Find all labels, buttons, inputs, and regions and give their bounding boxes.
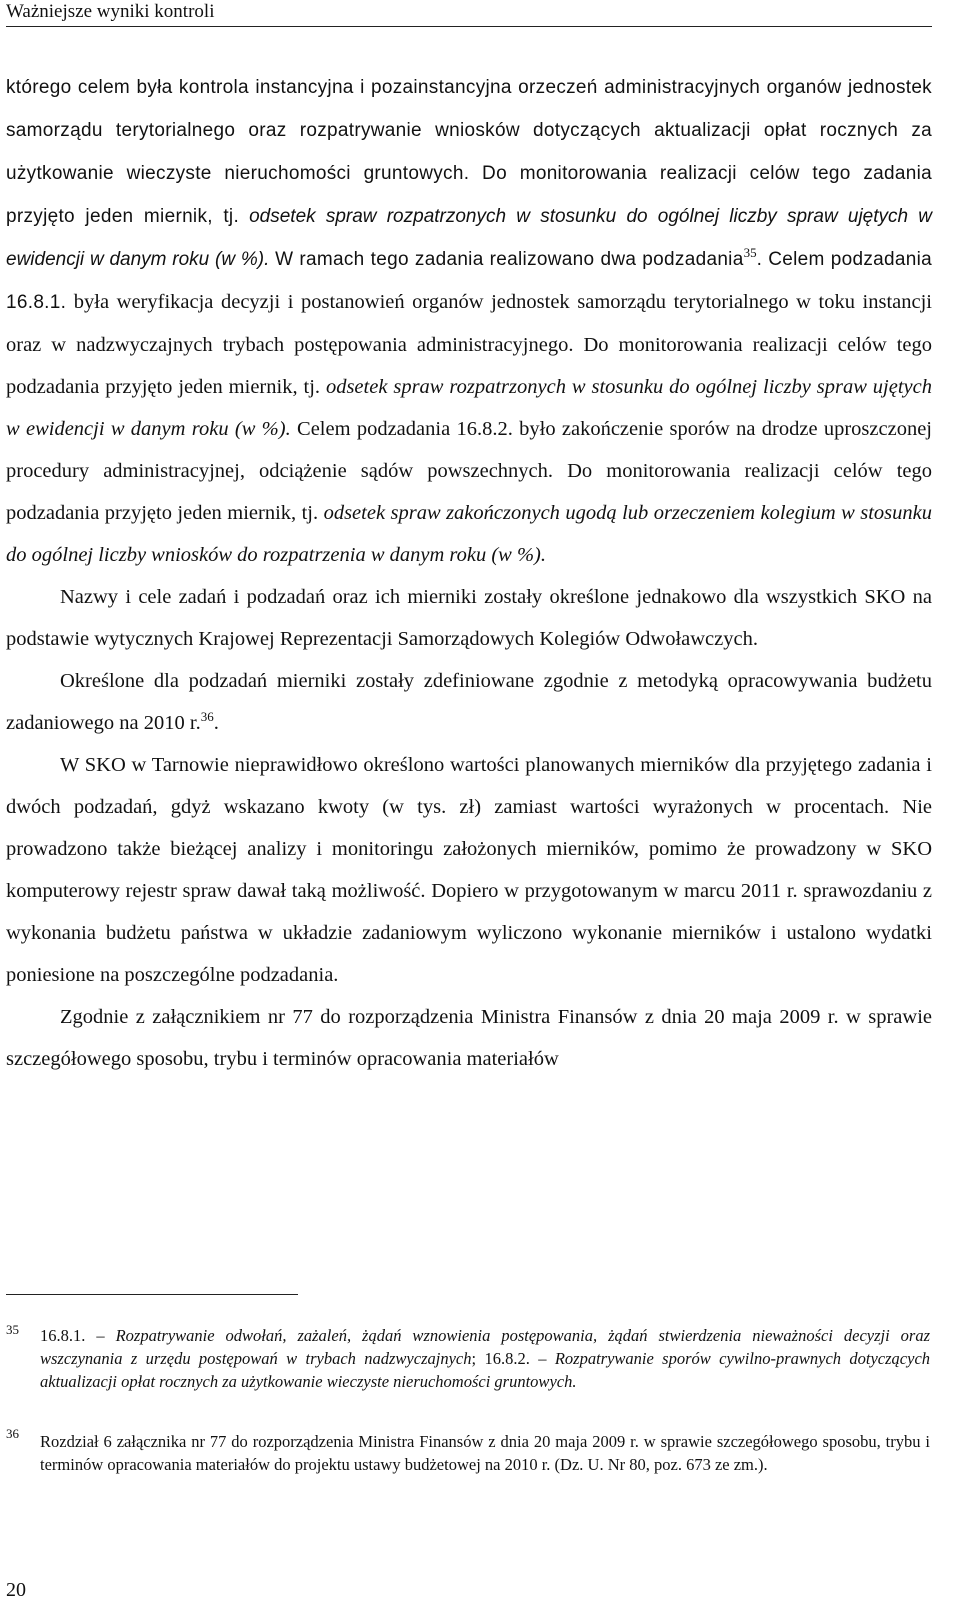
paragraph-5: Zgodnie z załącznikiem nr 77 do rozporządzenia Ministra Finansów z dnia 20 maja 2009 r. w sprawie szczegółowego sposobu, trybu i terminów opracowania materiałów bbox=[6, 1006, 932, 1070]
footnote-36: Rozdział 6 załącznika nr 77 do rozporządzenia Ministra Finansów z dnia 20 maja 2009 r. w sprawie szczegółowego sposobu, trybu i terminów opracowania materiałów do projektu ustawy budżetowej na 2010 r. (Dz. U. Nr 80, poz. 673 ze zm.). bbox=[40, 1432, 930, 1474]
paragraph-4: W SKO w Tarnowie nieprawidłowo określono wartości planowanych mierników dla przyjętego zadania i dwóch podzadań, gdyż wskazano kwoty (w tys. zł) zamiast wartości wyrażonych w procentach. Nie prowadzono także bieżącej analizy i monitoringu założonych mierników, pomimo że prowadzony w SKO komputerowy rejestr spraw dawał taką możliwość. Dopiero w przygotowanym w marcu 2011 r. sprawozdaniu z wykonania budżetu państwa w układzie zadaniowym wyliczono wykonanie mierników i ustalono wydatki poniesione na poszczególne podzadania. bbox=[6, 754, 932, 986]
footnote-35-item-2-text: Rozpatrywanie sporów cywilno-prawnych dotyczących aktualizacji opłat rocznych za użytkowanie wieczyste nieruchomości gruntowych. bbox=[40, 1349, 931, 1391]
footnote-35-item-2-number: 16.8.2. – bbox=[484, 1349, 547, 1368]
footnote-35-item-1-text: Rozpatrywanie odwołań, zażaleń, żądań wznowienia postępowania, żądań stwierdzenia nieważności decyzji oraz wszczynania z urzędu postępowań w trybach nadzwyczajnych bbox=[40, 1326, 930, 1368]
paragraph-2: Nazwy i cele zadań i podzadań oraz ich mierniki zostały określone jednakowo dla wszystkich SKO na podstawie wytycznych Krajowej Reprezentacji Samorządowych Kolegiów Odwoławczych. bbox=[6, 586, 932, 650]
metric-definition-3: odsetek spraw zakończonych ugodą lub orzeczeniem kolegium w stosunku do ogólnej liczby wniosków do rozpatrzenia w danym roku (w %). bbox=[6, 502, 932, 566]
paragraph-3-text: Określone dla podzadań mierniki zostały zdefiniowane zgodnie z metodyką opracowywania budżetu zadaniowego na 2010 r. bbox=[6, 670, 932, 734]
paragraph-1 bbox=[6, 66, 932, 576]
paragraph-1-subtask-1-start: . Celem podzadania 16.8.1. bbox=[6, 249, 933, 313]
footnote-35-separator: ; bbox=[471, 1349, 477, 1368]
footnote-marker-35: 35 bbox=[6, 1322, 19, 1337]
paragraph-3-end: . bbox=[213, 712, 219, 734]
footnote-ref-35[interactable]: 35 bbox=[743, 245, 757, 261]
metric-definition-2: odsetek spraw rozpatrzonych w stosunku do ogólnej liczby spraw ujętych w ewidencji w danym roku (w %). bbox=[6, 376, 932, 440]
paragraph-1-sentence-2: W ramach tego zadania realizowano dwa podzadania bbox=[275, 249, 744, 270]
page-number: 20 bbox=[6, 1579, 26, 1601]
footnote-separator bbox=[6, 1294, 298, 1295]
footnote-ref-36[interactable]: 36 bbox=[200, 709, 214, 725]
footnote-35-item-1-number: 16.8.1. – bbox=[40, 1326, 105, 1345]
footnote-marker-36: 36 bbox=[6, 1426, 19, 1441]
paragraph-3 bbox=[6, 660, 932, 744]
paragraph-1-sentence-3: była weryfikacja decyzji i postanowień organów jednostek samorządu terytorialnego w toku instancji oraz w nadzwyczajnych trybach postępowania administracyjnego. Do monitorowania realizacji celów tego podzadania przyjęto jeden miernik, tj. bbox=[6, 291, 932, 398]
metric-definition-1: odsetek spraw rozpatrzonych w stosunku do ogólnej liczby spraw ujętych w ewidencji w danym roku (w %). bbox=[6, 206, 932, 270]
paragraph-1-sentence-4: Celem podzadania 16.8.2. było zakończenie sporów na drodze uproszczonej procedury administracyjnej, odciążenie sądów powszechnych. Do monitorowania realizacji celów tego podzadania przyjęto jeden miernik, tj. bbox=[6, 418, 933, 524]
footnote-35 bbox=[40, 1324, 930, 1393]
running-header: Ważniejsze wyniki kontroli bbox=[6, 0, 932, 27]
paragraph-1-sentence-1: którego celem była kontrola instancyjna i pozainstancyjna orzeczeń administracyjnych organów jednostek samorządu terytorialnego oraz rozpatrywanie wniosków dotyczących aktualizacji opłat rocznych za użytkowanie wieczyste nieruchomości gruntowych. Do monitorowania realizacji celów tego zadania przyjęto jeden miernik, tj. bbox=[6, 77, 932, 227]
body-text bbox=[6, 66, 932, 1080]
